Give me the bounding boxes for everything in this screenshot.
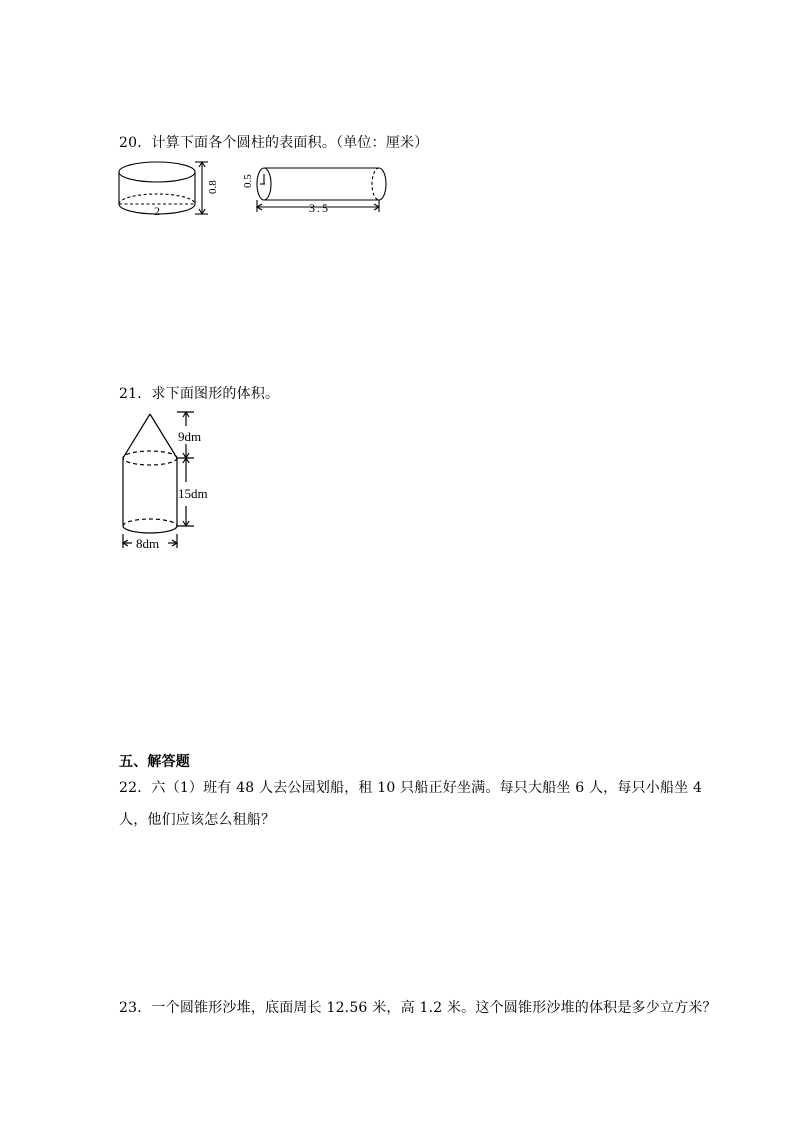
question-22-line-2: 人，他们应该怎么租船？ xyxy=(119,812,276,828)
cylinder-diameter-label: 8dm xyxy=(136,536,160,551)
cone-height-label: 9dm xyxy=(178,429,202,444)
cylinder-2-diameter-label: 0.5 xyxy=(242,174,254,188)
section-heading: 五、解答题 xyxy=(119,754,190,770)
question-20-text: 20．计算下面各个圆柱的表面积。（单位：厘米） xyxy=(119,135,429,151)
cylinder-figure-2 xyxy=(236,162,396,216)
cone-cylinder-figure xyxy=(112,406,224,554)
question-23-text: 23．一个圆锥形沙堆，底面周长 12.56 米，高 1.2 米。这个圆锥形沙堆的体积是多少立方米？ xyxy=(119,1000,717,1016)
cylinder-figure-1 xyxy=(112,158,222,222)
cylinder-2-length-label: 3.5 xyxy=(309,201,330,215)
question-21-text: 21．求下面图形的体积。 xyxy=(119,386,280,402)
cylinder-height-label: 15dm xyxy=(178,486,208,501)
question-22-line-1: 22．六（1）班有 48 人去公园划船，租 10 只船正好坐满。每只大船坐 6 人，每只小船坐 4 xyxy=(119,780,703,796)
cylinder-1-diameter-label: 2 xyxy=(154,204,160,218)
cylinder-1-height-label: 0.8 xyxy=(207,180,219,194)
